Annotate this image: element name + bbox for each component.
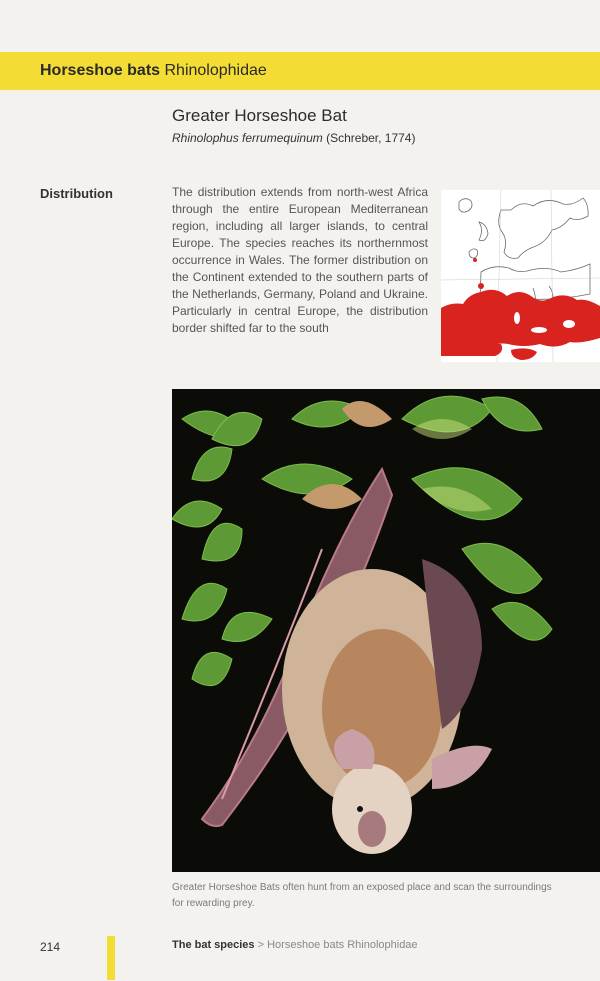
bat-photograph (172, 389, 600, 872)
page-number: 214 (40, 940, 61, 954)
distribution-map (441, 190, 600, 362)
chapter-common-name: Horseshoe bats (40, 62, 161, 79)
chapter-family: Rhinolophidae (164, 62, 267, 79)
caption-line-1: Greater Horseshoe Bats often hunt from an exposed place and scan the surroundings (172, 882, 552, 893)
range-red (441, 258, 600, 360)
distribution-text: The distribution extends from north-west Africa through the entire European Mediterranean region, including all larger islands, to central Europe. The species reaches its northernmost occurrence in Wales. The former distribution on the Continent extended to the southern parts of the Netherlands, Germany, Poland and Ukraine. Particularly in central Europe, the distribution border shifted far to the south (172, 185, 428, 335)
species-latin-name: Rhinolophus ferrumequinum (172, 131, 323, 145)
bat-photo-icon (172, 389, 600, 872)
footer-accent-bar (107, 936, 115, 980)
breadcrumb-subsection[interactable]: Horseshoe bats Rhinolophidae (267, 939, 418, 951)
breadcrumb-separator: > (257, 939, 265, 951)
caption-line-2: for rewarding prey. (172, 898, 255, 909)
chapter-header (40, 62, 267, 80)
species-latin-line (172, 131, 415, 145)
species-title: Greater Horseshoe Bat (172, 106, 347, 125)
photo-caption (172, 880, 600, 912)
breadcrumb (172, 939, 418, 951)
breadcrumb-section[interactable]: The bat species (172, 939, 255, 951)
species-authority: (Schreber, 1774) (326, 131, 416, 145)
map-icon (441, 190, 600, 362)
section-label-distribution: Distribution (40, 186, 113, 201)
